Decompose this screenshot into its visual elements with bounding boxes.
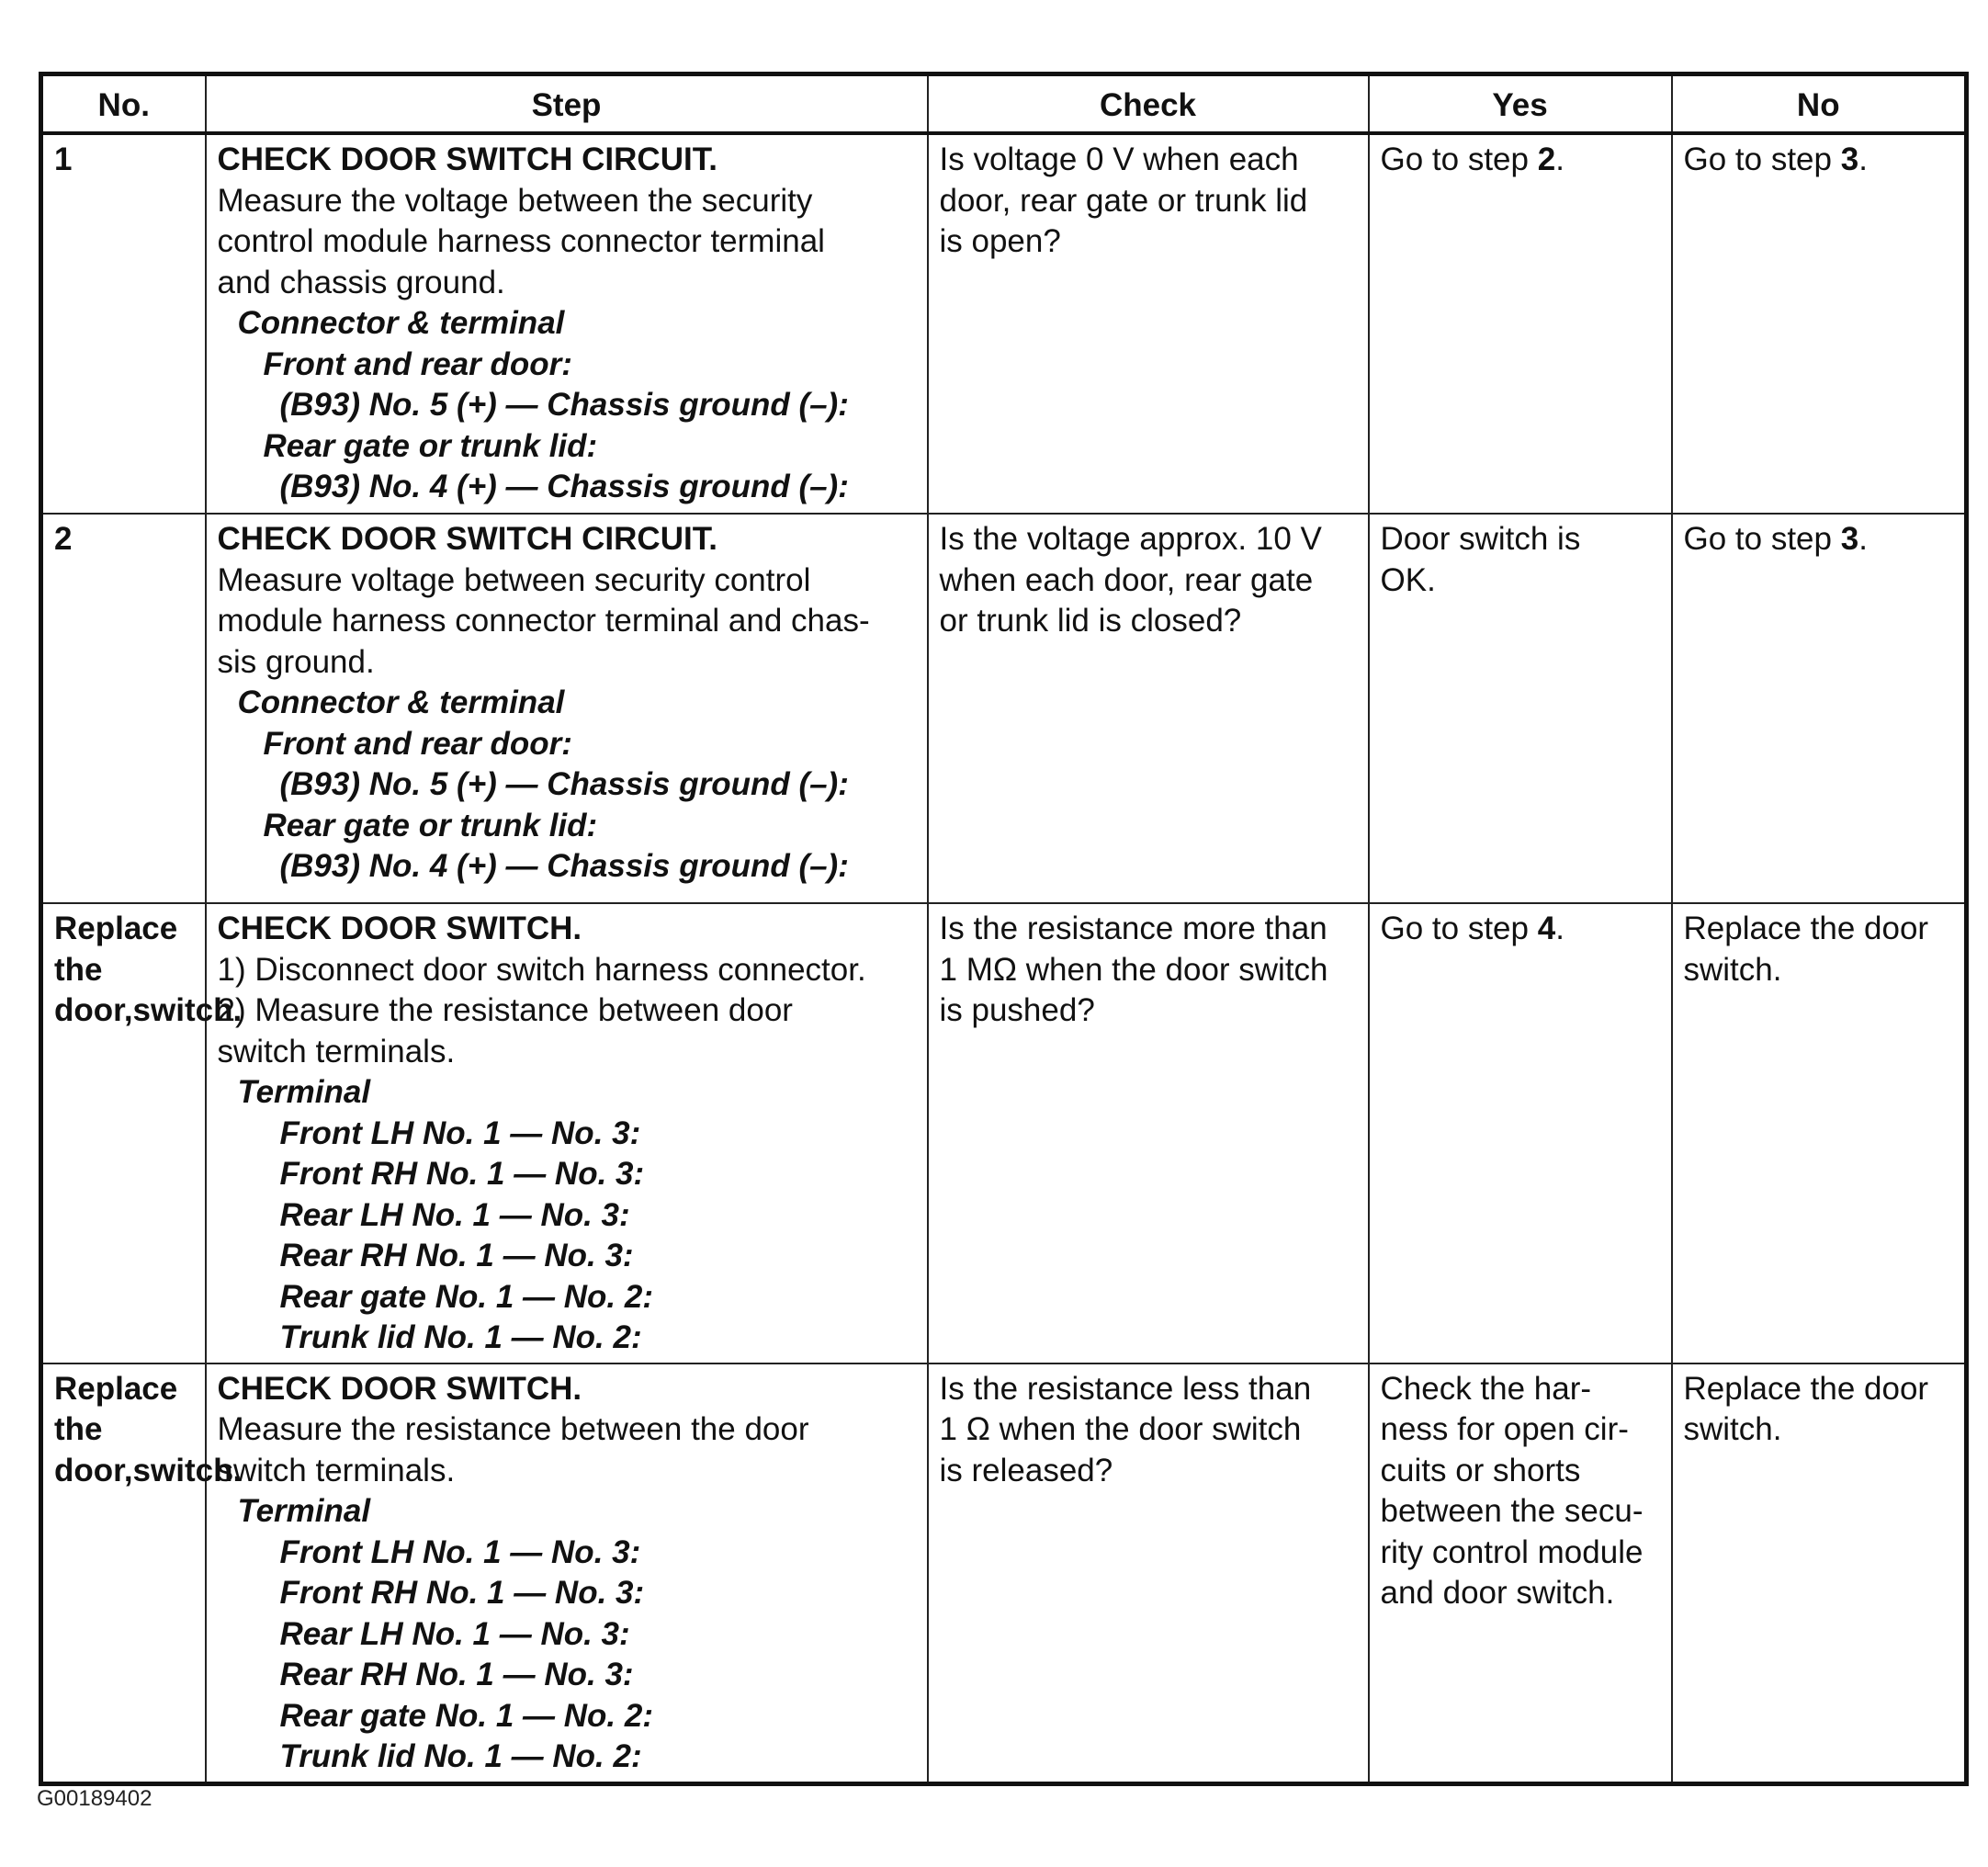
check-cell	[928, 133, 1369, 514]
check-line: Is the voltage approx. 10 V	[939, 521, 1322, 557]
step-number: 1	[41, 133, 206, 514]
figure-id: G00189402	[37, 1786, 152, 1811]
step-desc-line: Measure the voltage between the security	[217, 182, 813, 219]
step-desc-line: control module harness connector terminal	[217, 223, 825, 259]
no-text	[1684, 519, 1956, 560]
spec-heading: Connector & terminal	[237, 685, 565, 720]
yes-suffix: .	[1555, 141, 1564, 177]
check-cell	[928, 514, 1369, 903]
step-reference: 3	[1840, 521, 1859, 557]
yes-text	[1381, 140, 1662, 181]
check-line: Is the resistance less than	[939, 1370, 1312, 1407]
yes-line: rity control module	[1380, 1533, 1643, 1570]
check-line: is open?	[939, 223, 1061, 259]
step-desc-line: Measure the resistance between the door	[217, 1411, 809, 1447]
spec-subheading: Front and rear door:	[263, 345, 572, 382]
step-cell	[206, 1363, 928, 1784]
header-yes: Yes	[1369, 74, 1672, 134]
yes-cell	[1369, 1363, 1672, 1784]
no-prefix: Go to step	[1683, 521, 1841, 557]
check-line: when each door, rear gate	[939, 561, 1314, 598]
step-title: CHECK DOOR SWITCH.	[217, 911, 582, 946]
header-row	[41, 74, 1967, 134]
spec-heading: Connector & terminal	[237, 305, 565, 341]
terminal-spec: Rear RH No. 1 — No. 3:	[279, 1238, 634, 1273]
step-reference: 2	[1537, 141, 1556, 177]
step-title: CHECK DOOR SWITCH CIRCUIT.	[217, 521, 717, 557]
spec-subheading: Front and rear door:	[263, 725, 572, 762]
step-desc-line: switch terminals.	[217, 1452, 456, 1488]
no-cell	[1672, 133, 1967, 514]
table-row	[41, 133, 1967, 514]
yes-line: cuits or shorts	[1380, 1452, 1581, 1488]
step-desc-line: module harness connector terminal and chas-	[217, 603, 870, 639]
yes-prefix: Go to step	[1380, 141, 1538, 177]
yes-text	[1381, 909, 1662, 950]
step-reference: 3	[1840, 141, 1859, 177]
no-line: Replace the door	[1683, 911, 1929, 946]
check-line: is released?	[939, 1452, 1113, 1488]
check-cell	[928, 1363, 1369, 1784]
spec-subheading: Rear gate or trunk lid:	[263, 427, 598, 464]
spec-heading: Terminal	[237, 1493, 371, 1529]
step-title: CHECK DOOR SWITCH CIRCUIT.	[217, 141, 717, 177]
step-reference: 4	[1537, 911, 1556, 946]
step-desc-line: 2) Measure the resistance between door	[217, 992, 793, 1028]
no-suffix: .	[1858, 141, 1868, 177]
yes-line: and door switch.	[1380, 1575, 1615, 1611]
yes-suffix: .	[1555, 911, 1564, 946]
spec-value: (B93) No. 5 (+) — Chassis ground (–):	[279, 766, 849, 802]
step-cell	[206, 133, 928, 514]
header-step: Step	[206, 74, 928, 134]
yes-line: OK.	[1380, 561, 1436, 598]
table-row	[41, 514, 1967, 903]
step-desc-line: switch terminals.	[217, 1033, 456, 1069]
header-no-result: No	[1672, 74, 1967, 134]
check-cell	[928, 903, 1369, 1363]
terminal-spec: Trunk lid No. 1 — No. 2:	[279, 1319, 642, 1355]
yes-cell	[1369, 514, 1672, 903]
step-desc-line: 1) Disconnect door switch harness connector.	[217, 951, 866, 988]
no-cell	[1672, 1363, 1967, 1784]
table-row	[41, 1363, 1967, 1784]
terminal-spec: Rear LH No. 1 — No. 3:	[279, 1615, 630, 1652]
yes-line: Door switch is	[1380, 521, 1581, 557]
terminal-spec: Rear gate No. 1 — No. 2:	[279, 1697, 653, 1734]
check-line: Is the resistance more than	[939, 911, 1327, 946]
table-row	[41, 903, 1967, 1363]
header-no: No.	[41, 74, 206, 134]
yes-prefix: Go to step	[1380, 911, 1538, 946]
no-suffix: .	[1858, 521, 1868, 557]
spec-subheading: Rear gate or trunk lid:	[263, 807, 598, 843]
check-line: or trunk lid is closed?	[939, 603, 1242, 639]
check-line: 1 MΩ when the door switch	[939, 951, 1328, 988]
no-line: switch.	[1683, 951, 1782, 988]
yes-line: Check the har-	[1380, 1370, 1592, 1407]
no-cell	[1672, 903, 1967, 1363]
step-number: 2	[41, 514, 206, 903]
terminal-spec: Trunk lid No. 1 — No. 2:	[279, 1738, 642, 1774]
spec-value: (B93) No. 4 (+) — Chassis ground (–):	[279, 469, 849, 504]
terminal-spec: Front RH No. 1 — No. 3:	[279, 1575, 645, 1611]
no-prefix: Go to step	[1683, 141, 1841, 177]
no-line: Replace the door	[1683, 1370, 1929, 1407]
terminal-spec: Front LH No. 1 — No. 3:	[279, 1115, 641, 1151]
spec-value: (B93) No. 4 (+) — Chassis ground (–):	[279, 848, 849, 884]
check-line: Is voltage 0 V when each	[939, 141, 1299, 177]
step-desc-line: sis ground.	[217, 643, 375, 680]
check-line: door, rear gate or trunk lid	[939, 182, 1308, 219]
step-cell	[206, 903, 928, 1363]
terminal-spec: Front LH No. 1 — No. 3:	[279, 1533, 641, 1570]
terminal-spec: Front RH No. 1 — No. 3:	[279, 1156, 645, 1192]
yes-line: between the secu-	[1380, 1493, 1643, 1529]
spec-heading: Terminal	[237, 1074, 371, 1110]
no-line: switch.	[1683, 1411, 1782, 1447]
terminal-spec: Rear RH No. 1 — No. 3:	[279, 1657, 634, 1692]
step-desc-line: Measure voltage between security control	[217, 561, 811, 598]
step-number: Replace the door,switch.	[41, 903, 206, 1363]
step-title: CHECK DOOR SWITCH.	[217, 1370, 582, 1407]
yes-line: ness for open cir-	[1380, 1411, 1629, 1447]
yes-cell	[1369, 133, 1672, 514]
check-line: is pushed?	[939, 992, 1095, 1028]
diagnostic-table	[39, 72, 1969, 1786]
yes-cell	[1369, 903, 1672, 1363]
no-text	[1684, 140, 1956, 181]
step-cell	[206, 514, 928, 903]
check-line: 1 Ω when the door switch	[939, 1411, 1302, 1447]
spec-value: (B93) No. 5 (+) — Chassis ground (–):	[279, 387, 849, 423]
terminal-spec: Rear gate No. 1 — No. 2:	[279, 1278, 653, 1315]
terminal-spec: Rear LH No. 1 — No. 3:	[279, 1196, 630, 1233]
no-cell	[1672, 514, 1967, 903]
step-desc-line: and chassis ground.	[217, 264, 505, 300]
header-check: Check	[928, 74, 1369, 134]
step-number: Replace the door,switch.	[41, 1363, 206, 1784]
